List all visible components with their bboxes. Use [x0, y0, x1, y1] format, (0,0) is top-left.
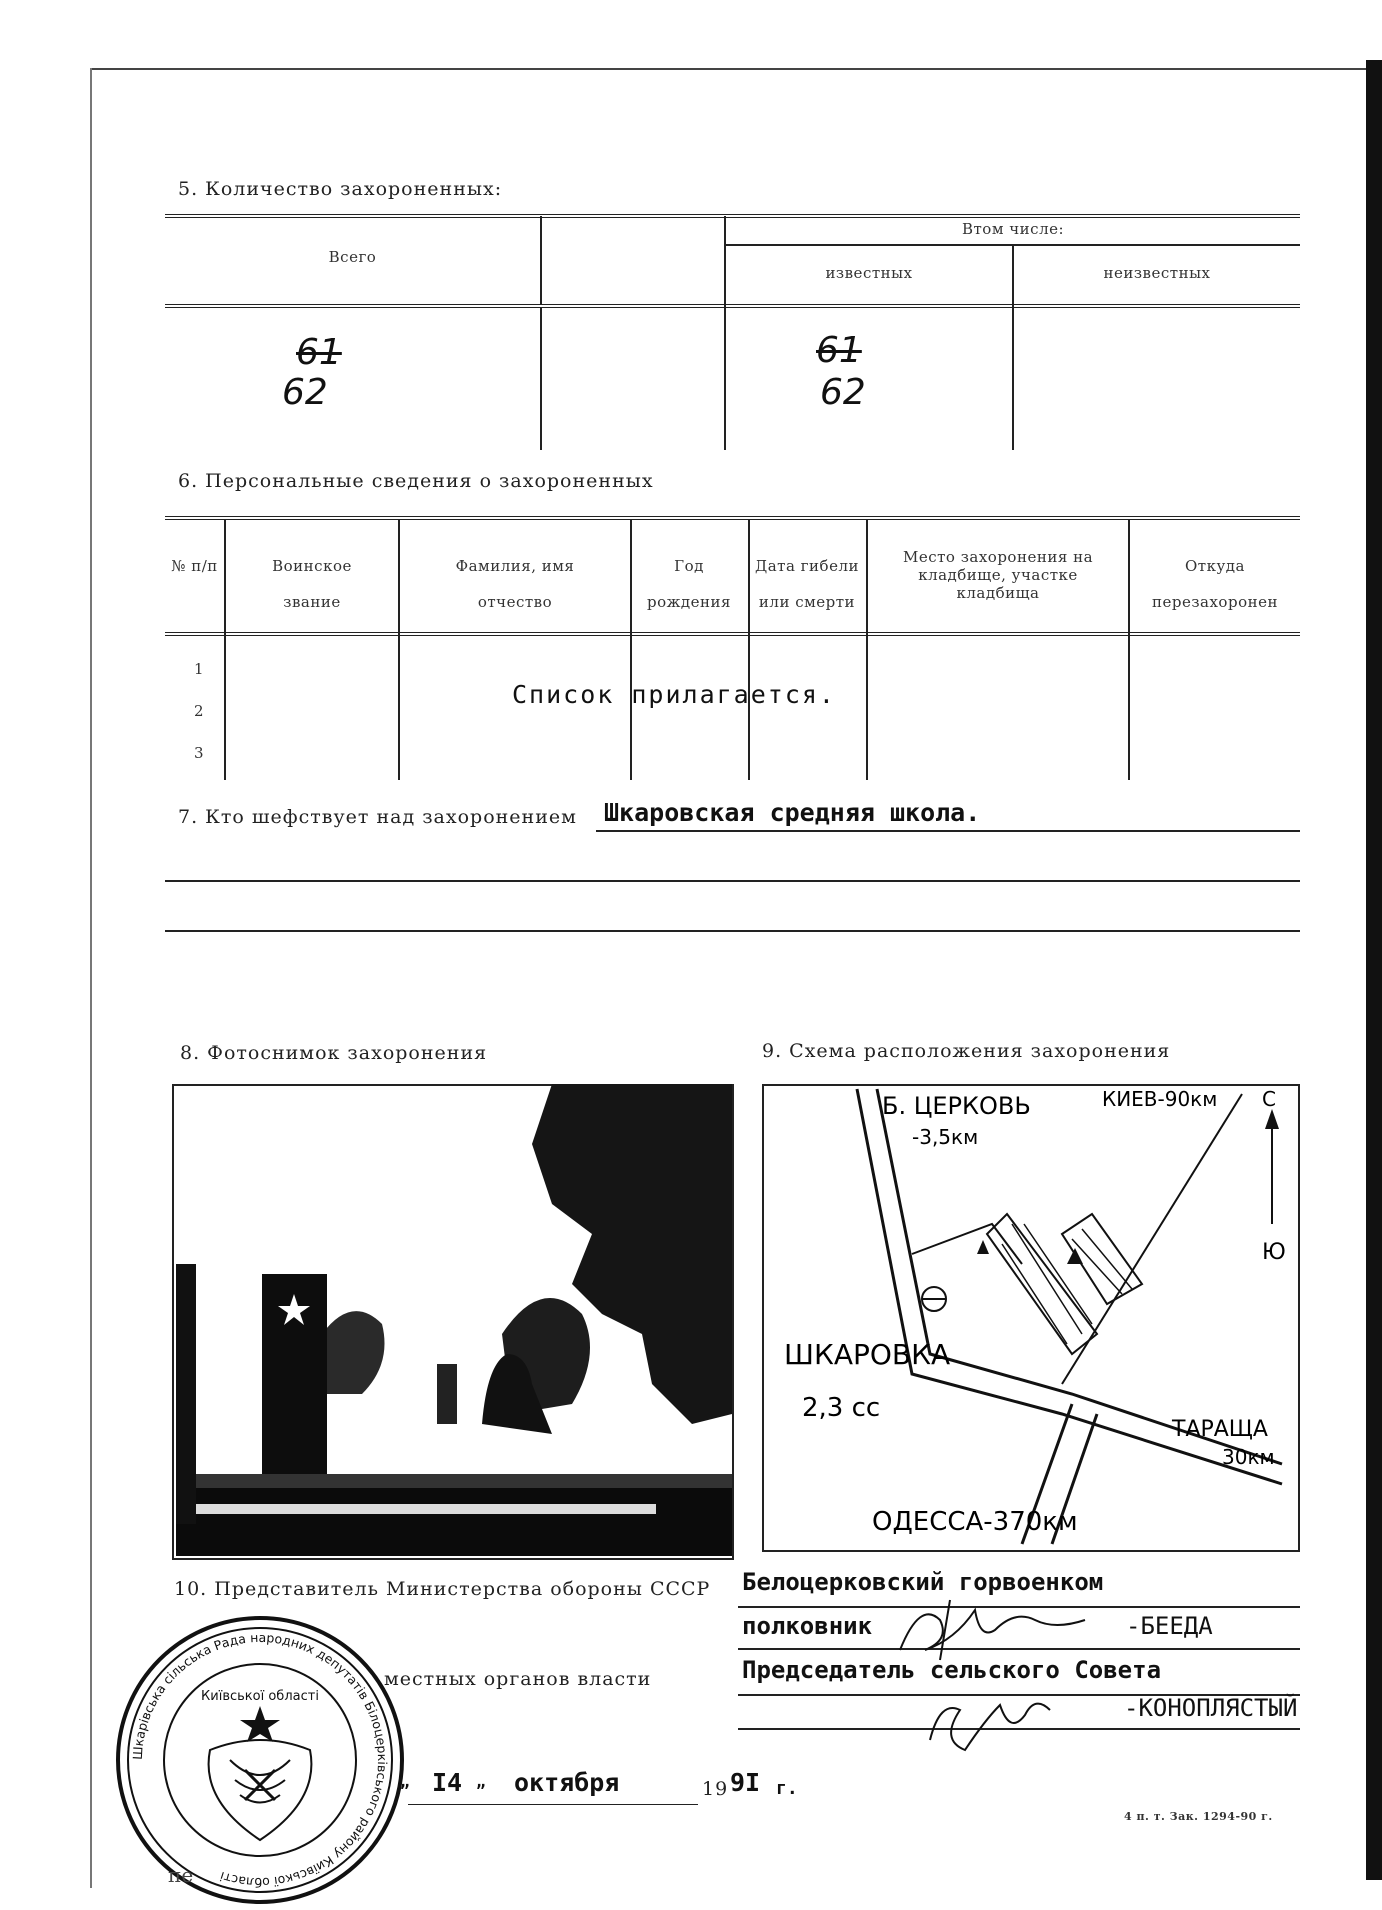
- stamp-star-icon: [240, 1706, 280, 1742]
- date-close-quote: „: [476, 1772, 486, 1791]
- date-g: г.: [776, 1778, 798, 1799]
- patron-value: Шкаровская средняя школа.: [604, 798, 981, 827]
- official-stamp: [110, 1610, 410, 1910]
- mo-organization: Белоцерковский горвоенком: [742, 1568, 1104, 1596]
- date-day: I4: [432, 1768, 463, 1797]
- header-place: Место захоронения на кладбище, участке кладбища: [902, 548, 1094, 602]
- table6-vline-6: [1128, 520, 1130, 780]
- footer-print-code: 4 п. т. Зак. 1294-90 г.: [1124, 1810, 1273, 1823]
- date-line: [408, 1804, 698, 1805]
- section7-line-1: [596, 830, 1300, 832]
- section-10-label: 10. Представитель Министерства обороны СССР: [174, 1578, 711, 1600]
- date-year-prefix: 19: [702, 1778, 729, 1800]
- stamp-left-fragment: пе: [168, 1863, 194, 1887]
- local-authority-label: местных органов власти: [384, 1668, 652, 1690]
- col-total-header: Всего: [328, 248, 377, 266]
- header-num: № п/п: [171, 557, 218, 575]
- col-known-header: известных: [825, 264, 913, 282]
- col-including-header: Втом числе:: [961, 220, 1065, 238]
- list-attached-note: Список прилагается.: [512, 680, 836, 709]
- section-6-title: 6. Персональные сведения о захороненных: [178, 470, 654, 492]
- label-village: ШКАРОВКА: [784, 1338, 951, 1371]
- label-tarascha-dist: 30км: [1222, 1445, 1275, 1469]
- table5-vline-2: [724, 216, 726, 450]
- label-north: С: [1262, 1087, 1276, 1111]
- page-left-edge: [90, 68, 92, 1888]
- section-8-title: 8. Фотоснимок захоронения: [180, 1042, 488, 1064]
- header-rank: Воинское звание: [272, 557, 352, 611]
- label-village-note: 2,3 сс: [802, 1393, 881, 1423]
- col-unknown-header: неизвестных: [1103, 264, 1211, 282]
- header-birth: Год рождения: [646, 557, 731, 611]
- stamp-ring-text: Шкарівська сільська Рада народних депутатів Білоцерківського району Київської області: [129, 1629, 391, 1891]
- total-old-value: 61: [296, 332, 342, 373]
- table5-header-rule: [165, 304, 1300, 308]
- local-signature: [920, 1680, 1060, 1760]
- header-origin: Откуда перезахоронен: [1152, 557, 1278, 611]
- known-new-value: 62: [820, 372, 866, 413]
- section-7-label: 7. Кто шефствует над захоронением: [178, 806, 577, 828]
- table6-vline-3: [630, 520, 632, 780]
- page-top-edge: [90, 68, 1382, 70]
- location-scheme-map: [762, 1084, 1300, 1552]
- label-kiev: КИЕВ-90км: [1102, 1087, 1218, 1111]
- label-south: Ю: [1262, 1240, 1286, 1265]
- label-b-tserkov: Б. ЦЕРКОВЬ: [882, 1092, 1031, 1120]
- row-num-1: 1: [194, 660, 205, 678]
- local-name: -КОНОПЛЯСТЫЙ: [1124, 1694, 1298, 1722]
- section7-line-2: [165, 880, 1300, 882]
- table6-vline-5: [866, 520, 868, 780]
- label-odessa: ОДЕССА-370км: [872, 1507, 1078, 1537]
- table6-vline-1: [224, 520, 226, 780]
- table5-top-rule: [165, 214, 1300, 218]
- label-tarascha: ТАРАЩА: [1172, 1417, 1268, 1442]
- header-name: Фамилия, имя отчество: [455, 557, 575, 611]
- date-year-suffix: 9I: [730, 1768, 761, 1797]
- total-new-value: 62: [282, 372, 328, 413]
- row-num-2: 2: [194, 702, 205, 720]
- stamp-inner-text: Київської області: [201, 1689, 319, 1704]
- section7-line-3: [165, 930, 1300, 932]
- page-right-edge: [1366, 60, 1382, 1880]
- section-5-title: 5. Количество захороненных:: [178, 178, 503, 200]
- label-b-tserkov-dist: -3,5км: [912, 1125, 979, 1149]
- mo-rank: полковник: [742, 1612, 873, 1640]
- known-old-value: 61: [816, 330, 862, 371]
- date-open-quote: „: [400, 1772, 410, 1791]
- header-death: Дата гибели или смерти: [755, 557, 859, 611]
- table5-vline-1b: [540, 308, 542, 450]
- section-9-title: 9. Схема расположения захоронения: [762, 1040, 1171, 1062]
- table6-vline-2: [398, 520, 400, 780]
- mo-name: -БЕЕДА: [1126, 1612, 1213, 1640]
- row-num-3: 3: [194, 744, 205, 762]
- memorial-photo: [172, 1084, 734, 1560]
- date-month: октября: [514, 1768, 620, 1797]
- local-title: Председатель сельского Совета: [742, 1656, 1162, 1684]
- table5-vline-1: [540, 216, 542, 304]
